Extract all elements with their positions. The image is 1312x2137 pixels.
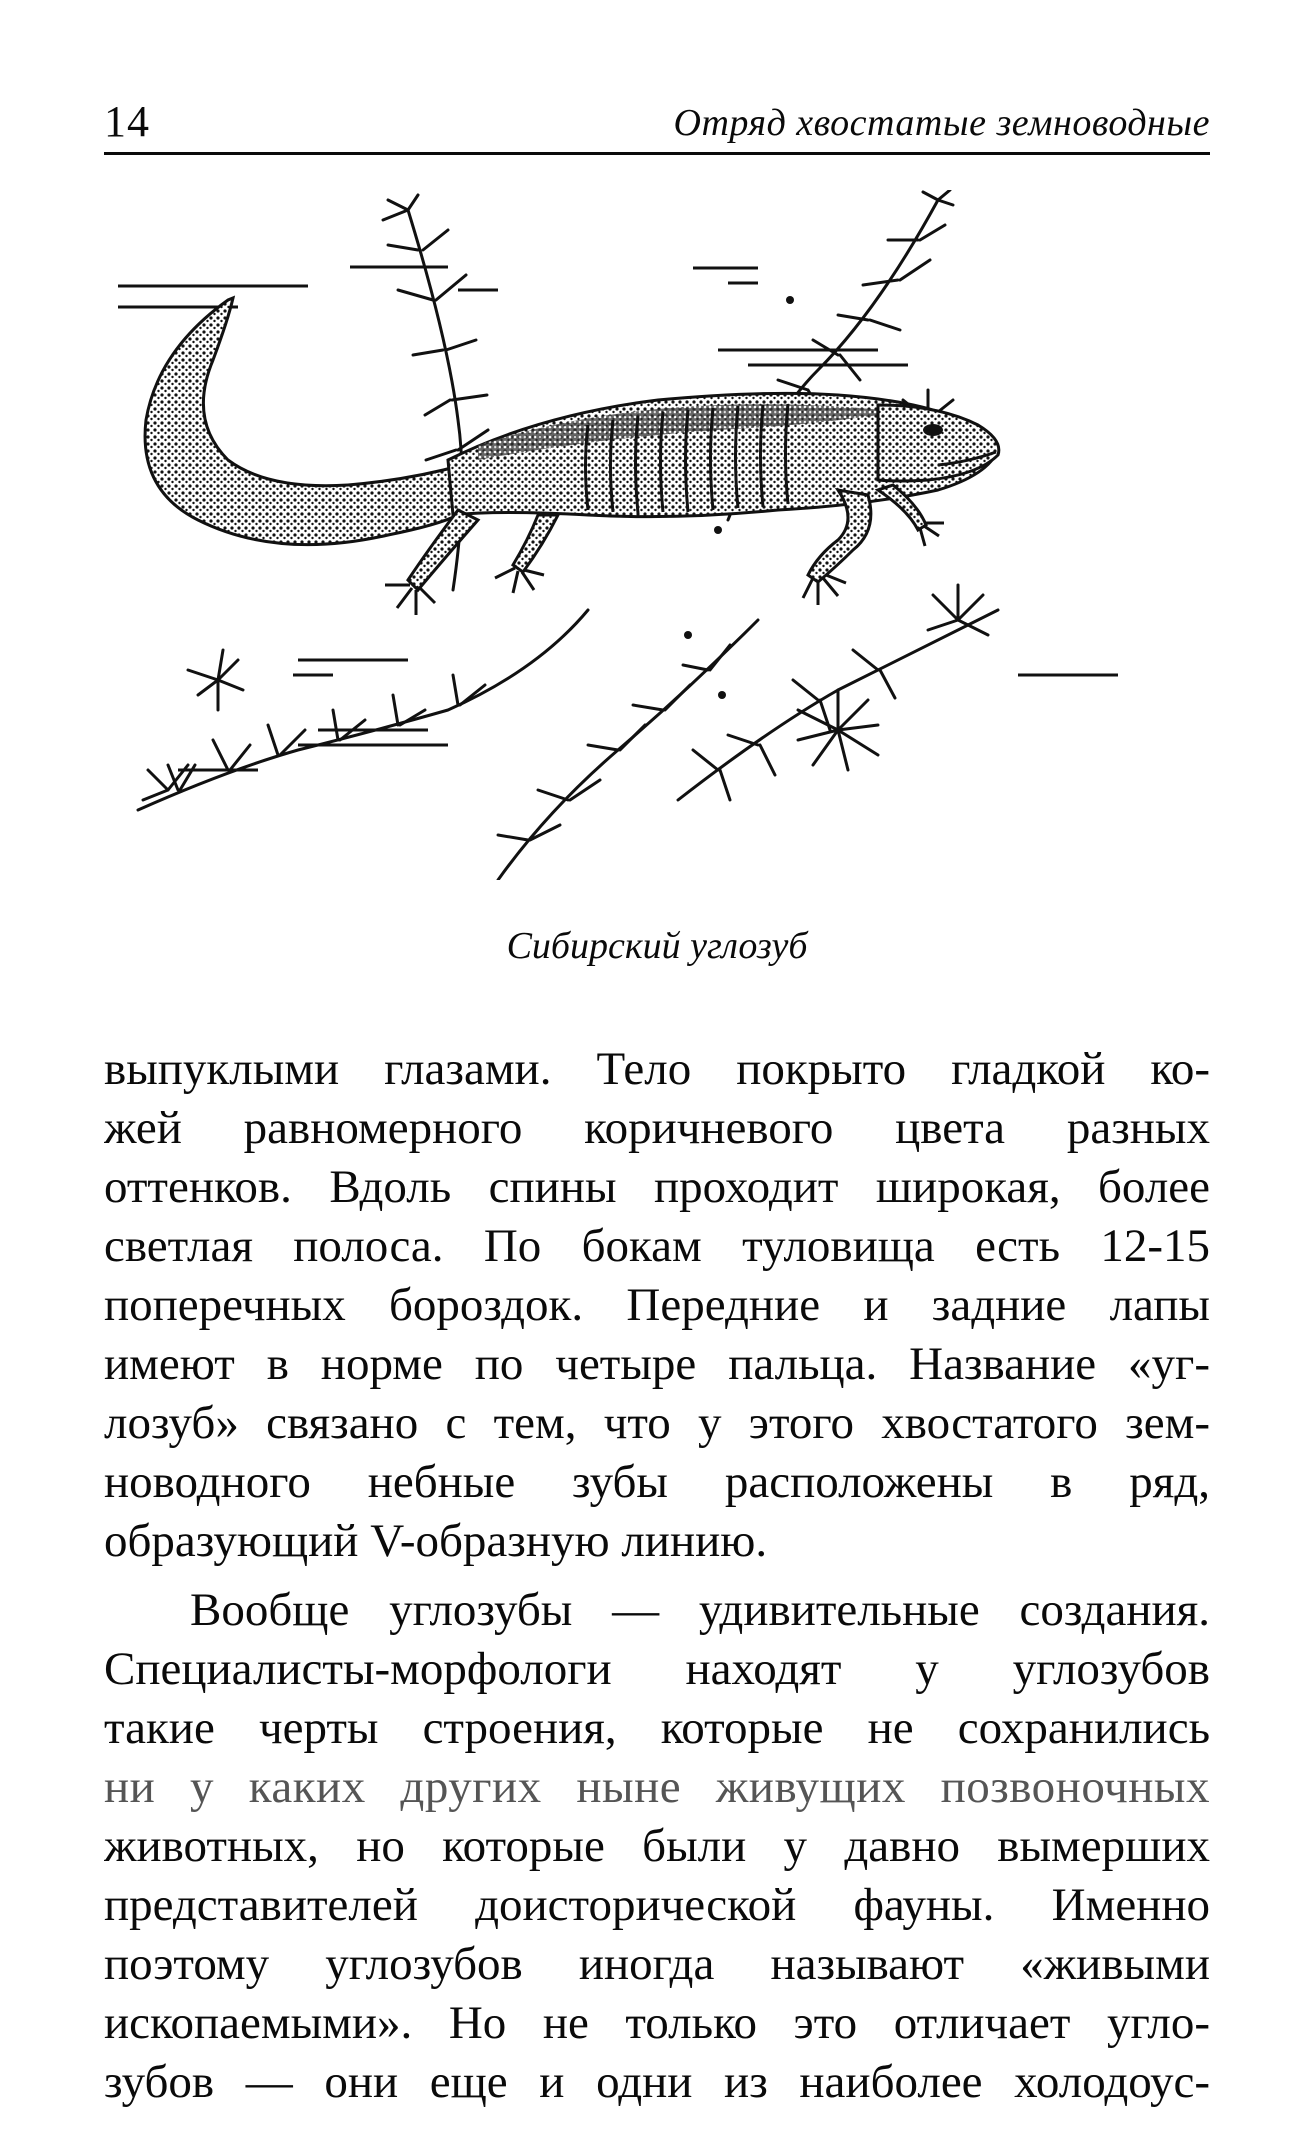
text-line: поперечных бороздок. Передние и задние лапы bbox=[104, 1279, 1210, 1331]
text-line: Вообще углозубы — удивительные создания. bbox=[190, 1584, 1210, 1636]
figure-caption: Сибирский углозуб bbox=[506, 925, 808, 967]
text-line: выпуклыми глазами. Тело покрыто гладкой ко- bbox=[104, 1043, 1210, 1095]
text-line: имеют в норме по четыре пальца. Название «уг- bbox=[104, 1338, 1210, 1390]
paragraph-gap bbox=[104, 1571, 1210, 1581]
text-line: светлая полоса. По бокам туловища есть 12-15 bbox=[104, 1220, 1210, 1272]
page-number: 14 bbox=[104, 97, 150, 146]
running-head: Отряд хвостатые земноводные bbox=[673, 102, 1210, 144]
text-line: представителей доисторической фауны. Именно bbox=[104, 1879, 1210, 1931]
paragraph-2 bbox=[104, 1581, 1210, 2112]
text-line: ни у каких других ныне живущих позвоночных bbox=[104, 1761, 1210, 1813]
text-line: образующий V-образную линию. bbox=[104, 1515, 768, 1567]
text-line: ископаемыми». Но не только это отличает угло- bbox=[104, 1997, 1210, 2049]
header-rule bbox=[104, 152, 1210, 155]
text-line: животных, но которые были у давно вымерших bbox=[104, 1820, 1210, 1872]
salamander-body bbox=[145, 298, 999, 615]
text-line: поэтому углозубов иногда называют «живыми bbox=[104, 1938, 1210, 1990]
salamander-illustration bbox=[118, 190, 1208, 880]
text-line: новодного небные зубы расположены в ряд, bbox=[104, 1456, 1210, 1508]
text-line: зубов — они еще и одни из наиболее холодоус- bbox=[104, 2056, 1210, 2108]
text-line: Специалисты-морфологи находят у углозубов bbox=[104, 1643, 1210, 1695]
text-line: оттенков. Вдоль спины проходит широкая, более bbox=[104, 1161, 1210, 1213]
paragraph-1 bbox=[104, 1040, 1210, 1571]
text-line: такие черты строения, которые не сохранились bbox=[104, 1702, 1210, 1754]
text-line: жей равномерного коричневого цвета разных bbox=[104, 1102, 1210, 1154]
body-text bbox=[104, 1040, 1210, 2112]
text-line: лозуб» связано с тем, что у этого хвостатого зем- bbox=[104, 1397, 1210, 1449]
page-header bbox=[104, 92, 1210, 152]
